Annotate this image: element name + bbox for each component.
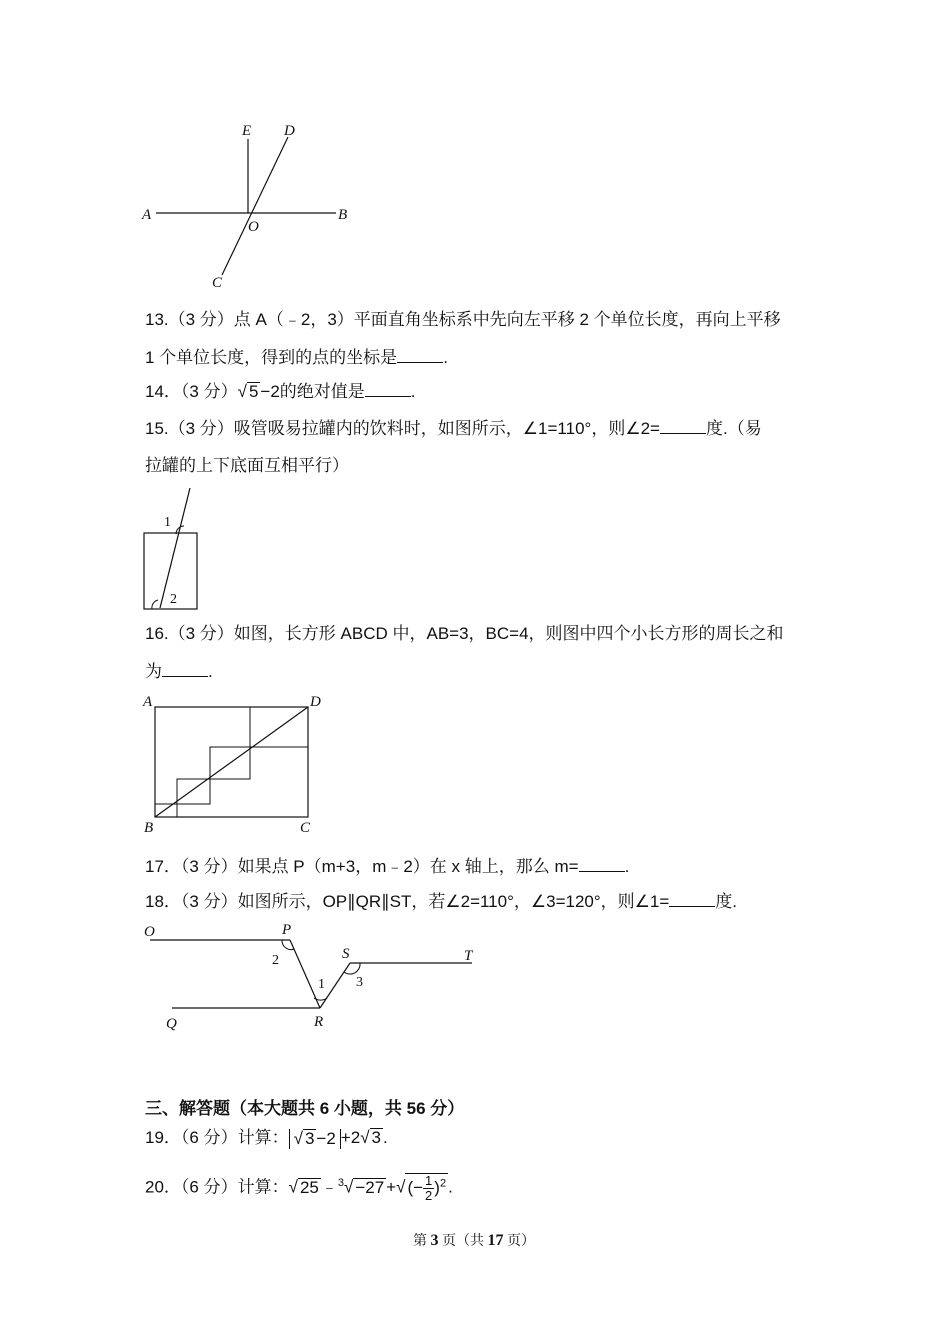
angle-1-label: 1: [318, 977, 325, 992]
figure-parallel-lines: [138, 918, 488, 1038]
label-S: S: [342, 946, 350, 962]
label-Q: Q: [166, 1016, 177, 1032]
label-B: B: [144, 820, 154, 836]
question-20: 20．（6 分）计算：√ 25 ﹣$^3$√ −27 +√ (− $\frac{1}{2}$ )$^2$ .: [145, 1172, 453, 1203]
question-19: 19．（6 分）计算： √ 3 −2 +2√ 3 .: [145, 1128, 388, 1148]
question-13-line1: 13.（3 分）点 A（﹣2，3）平面直角坐标系中先向左平移 2 个单位长度，再向上平移: [145, 310, 781, 329]
page-footer: 第 3 页（共 17 页）: [413, 1232, 535, 1249]
label-C: C: [300, 820, 311, 836]
question-15-line2: 拉罐的上下底面互相平行）: [145, 456, 349, 475]
answer-blank: [397, 346, 443, 363]
angle-2-label: 2: [170, 592, 177, 607]
angle-1-label: 1: [164, 515, 171, 530]
question-13-line2: 1 个单位长度，得到的点的坐标是 .: [145, 348, 448, 367]
angle-3-label: 3: [356, 975, 363, 990]
question-17: 17．（3 分）如果点 P（m+3，m﹣2）在 x 轴上，那么 m= .: [145, 857, 630, 876]
figure-can-straw: [138, 486, 218, 616]
answer-blank: [660, 417, 706, 434]
label-B: B: [338, 207, 348, 223]
section-title: 三、解答题（本大题共 6 小题，共 56 分）: [145, 1099, 465, 1118]
question-16-line2: 为 .: [145, 662, 213, 681]
answer-blank: [162, 660, 208, 677]
label-T: T: [464, 948, 473, 964]
question-15-line1: 15.（3 分）吸管吸易拉罐内的饮料时，如图所示，∠1=110°，则∠2= 度.（易: [145, 419, 762, 438]
label-A: A: [142, 207, 152, 223]
label-P: P: [282, 922, 292, 938]
answer-blank: [669, 890, 715, 907]
angle-2-label: 2: [272, 953, 279, 968]
answer-blank: [579, 855, 625, 872]
question-18: 18．（3 分）如图所示，OP∥QR∥ST，若∠2=110°，∠3=120°，则∠1= 度.: [145, 892, 738, 911]
label-E: E: [242, 123, 252, 139]
figure-rectangle-steps: [138, 690, 328, 840]
answer-blank: [365, 380, 411, 397]
label-R: R: [314, 1014, 324, 1030]
label-D: D: [310, 694, 321, 710]
figure-angle-lines: [138, 115, 358, 295]
question-14: 14．（3 分）√ 5 −2的绝对值是 .: [145, 382, 416, 401]
label-O: O: [248, 219, 259, 235]
label-A: A: [143, 694, 153, 710]
label-D: D: [284, 123, 295, 139]
question-16-line1: 16.（3 分）如图，长方形 ABCD 中，AB=3，BC=4，则图中四个小长方形的周长之和: [145, 624, 784, 643]
label-C: C: [212, 275, 223, 291]
label-O: O: [144, 924, 155, 940]
